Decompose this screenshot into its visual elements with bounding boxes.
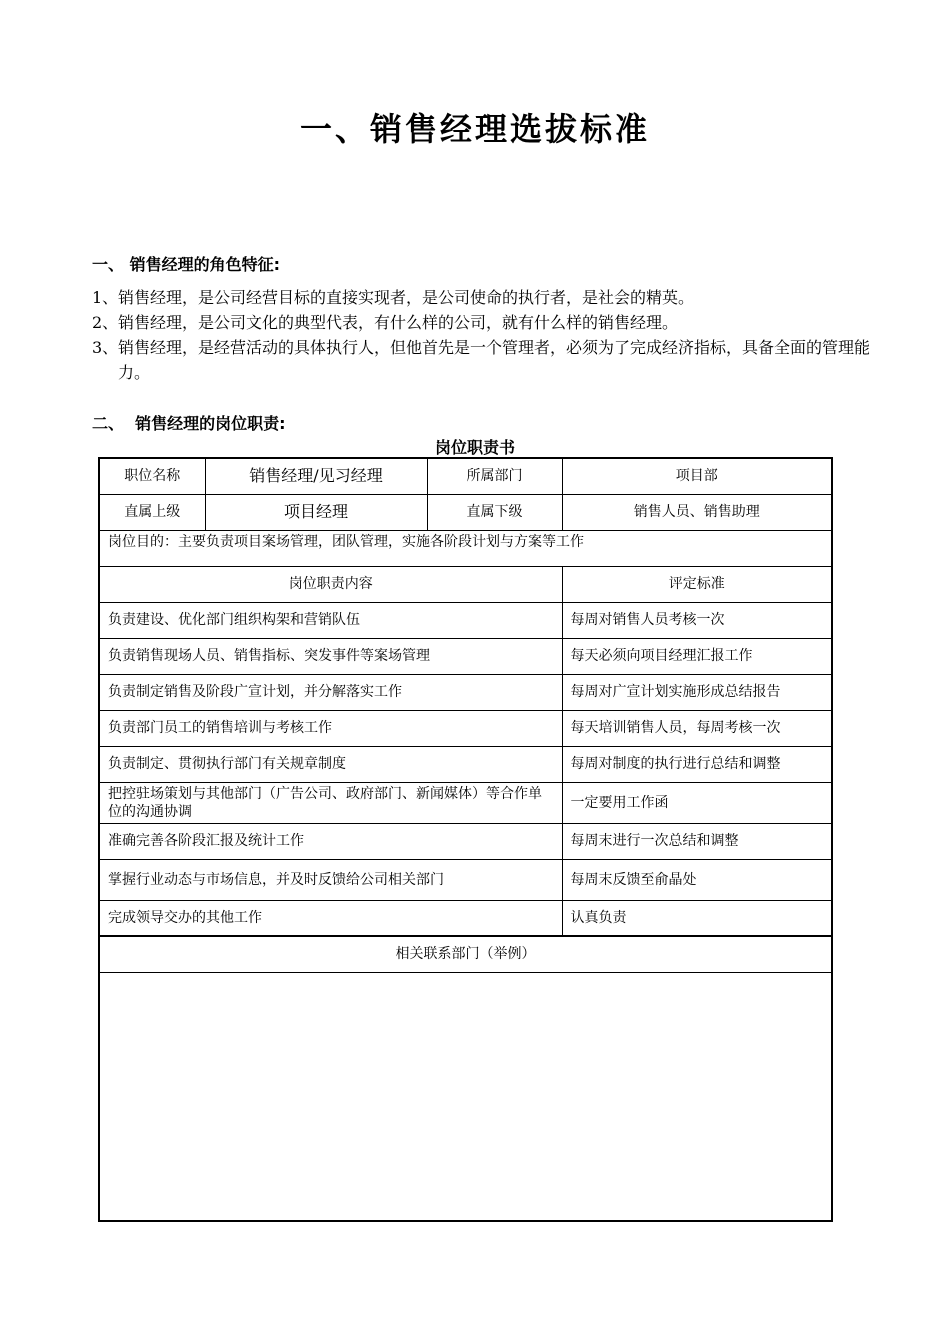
duty-table <box>98 457 833 1222</box>
list-item-text: 销售经理，是经营活动的具体执行人，但他首先是一个管理者，必须为了完成经济指标，具备全面的管理能力。 <box>118 338 871 382</box>
position-value: 销售经理/见习经理 <box>205 458 427 494</box>
duty-cell: 负责销售现场人员、销售指标、突发事件等案场管理 <box>99 638 562 674</box>
subordinate-label: 直属下级 <box>427 494 562 530</box>
table-row <box>99 638 832 674</box>
duty-cell: 负责制定、贯彻执行部门有关规章制度 <box>99 746 562 782</box>
list-item <box>92 310 882 335</box>
related-header: 相关联系部门（举例） <box>99 936 832 972</box>
table-row <box>99 710 832 746</box>
purpose-cell: 岗位目的：主要负责项目案场管理，团队管理，实施各阶段计划与方案等工作 <box>99 530 832 566</box>
table-row <box>99 530 832 566</box>
standard-cell: 每周末进行一次总结和调整 <box>562 823 832 859</box>
role-list <box>92 285 882 385</box>
duty-cell: 把控驻场策划与其他部门（广告公司、政府部门、新闻媒体）等合作单位的沟通协调 <box>99 782 562 823</box>
list-item-text: 销售经理，是公司经营目标的直接实现者，是公司使命的执行者，是社会的精英。 <box>118 288 695 307</box>
table-row <box>99 859 832 900</box>
duty-cell: 负责建设、优化部门组织构架和营销队伍 <box>99 602 562 638</box>
subordinate-value: 销售人员、销售助理 <box>562 494 832 530</box>
table-row <box>99 746 832 782</box>
list-item-number: 1、 <box>92 288 119 307</box>
table-row <box>99 900 832 936</box>
superior-value: 项目经理 <box>205 494 427 530</box>
section-heading-role: 一、 销售经理的角色特征: <box>92 255 280 274</box>
list-item <box>92 285 882 310</box>
table-row <box>99 936 832 972</box>
standard-header: 评定标准 <box>562 566 832 602</box>
standard-cell: 每天必须向项目经理汇报工作 <box>562 638 832 674</box>
duty-cell: 掌握行业动态与市场信息，并及时反馈给公司相关部门 <box>99 859 562 900</box>
superior-label: 直属上级 <box>99 494 205 530</box>
duty-header: 岗位职责内容 <box>99 566 562 602</box>
table-row <box>99 972 832 1221</box>
standard-cell: 一定要用工作函 <box>562 782 832 823</box>
table-caption: 岗位职责书 <box>434 438 515 457</box>
position-label: 职位名称 <box>99 458 205 494</box>
table-row <box>99 782 832 823</box>
section-heading-duties: 二、 销售经理的岗位职责: <box>92 414 286 433</box>
list-item-number: 3、 <box>92 338 119 357</box>
related-empty-cell <box>99 972 832 1221</box>
table-row <box>99 458 832 494</box>
list-item-text: 销售经理，是公司文化的典型代表，有什么样的公司，就有什么样的销售经理。 <box>118 313 679 332</box>
page-title: 一、销售经理选拔标准 <box>299 110 650 148</box>
duty-cell: 负责部门员工的销售培训与考核工作 <box>99 710 562 746</box>
table-row <box>99 494 832 530</box>
department-label: 所属部门 <box>427 458 562 494</box>
standard-cell: 每周对广宣计划实施形成总结报告 <box>562 674 832 710</box>
list-item-number: 2、 <box>92 313 119 332</box>
standard-cell: 每周对销售人员考核一次 <box>562 602 832 638</box>
standard-cell: 每周对制度的执行进行总结和调整 <box>562 746 832 782</box>
list-item <box>92 335 882 385</box>
duty-cell: 准确完善各阶段汇报及统计工作 <box>99 823 562 859</box>
table-row <box>99 674 832 710</box>
standard-cell: 每天培训销售人员，每周考核一次 <box>562 710 832 746</box>
table-row <box>99 602 832 638</box>
standard-cell: 认真负责 <box>562 900 832 936</box>
table-row <box>99 823 832 859</box>
duty-cell: 负责制定销售及阶段广宣计划，并分解落实工作 <box>99 674 562 710</box>
table-row <box>99 566 832 602</box>
department-value: 项目部 <box>562 458 832 494</box>
duty-cell: 完成领导交办的其他工作 <box>99 900 562 936</box>
standard-cell: 每周末反馈至俞晶处 <box>562 859 832 900</box>
